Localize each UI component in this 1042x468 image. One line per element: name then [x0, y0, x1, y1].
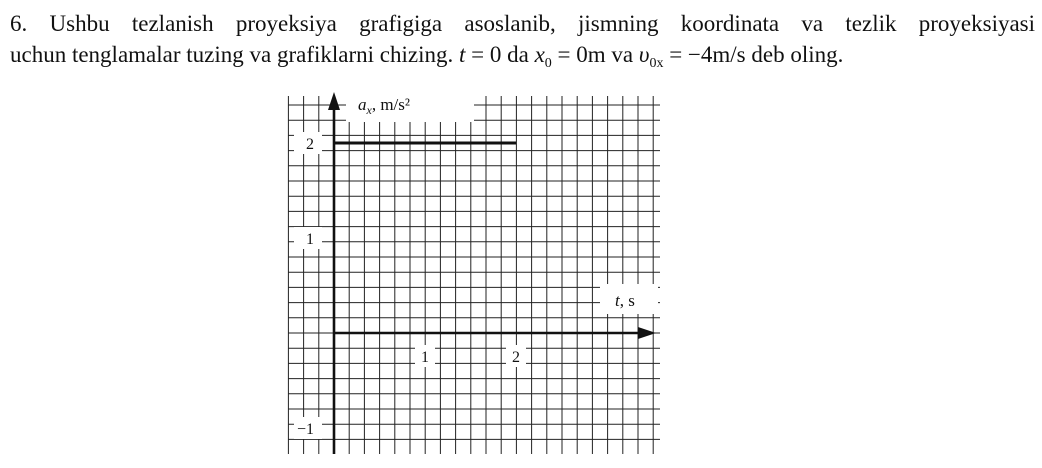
grid [288, 96, 660, 454]
velocity-value: = −4m/s [669, 42, 746, 67]
x-subscript: 0 [544, 56, 552, 71]
axes [328, 92, 656, 454]
y-tick-label: −1 [296, 421, 314, 438]
x-value: = 0m [557, 42, 606, 67]
time-symbol: t [458, 42, 466, 67]
y-tick-label: 1 [306, 231, 314, 248]
problem-line-1: Ushbu tezlanish proyeksiya grafigiga asoslanib, jismning koordinata va tezlik proyeksiyasi [49, 11, 1036, 36]
problem-number: 6. [10, 11, 28, 36]
time-value: = 0 [471, 42, 502, 67]
y-axis-arrow [328, 92, 340, 110]
y-tick-label: 2 [306, 136, 314, 153]
y-axis-label: $a_x$, m/s² [358, 95, 410, 117]
problem-statement [10, 8, 1035, 79]
x-tick-label: 2 [512, 349, 520, 366]
x-axis-label: t, s [615, 291, 635, 310]
va-word: va [611, 42, 634, 67]
x-symbol: x [534, 42, 545, 67]
problem-line-2: uchun tenglamalar tuzing va grafiklarni chizing. [10, 42, 454, 67]
da-word: da [507, 42, 529, 67]
acceleration-graph [270, 88, 670, 463]
velocity-subscript: 0x [649, 56, 664, 71]
labels [294, 88, 658, 439]
velocity-symbol: υ [638, 42, 650, 67]
tail-text: deb oling. [751, 42, 844, 67]
x-tick-label: 1 [421, 349, 429, 366]
